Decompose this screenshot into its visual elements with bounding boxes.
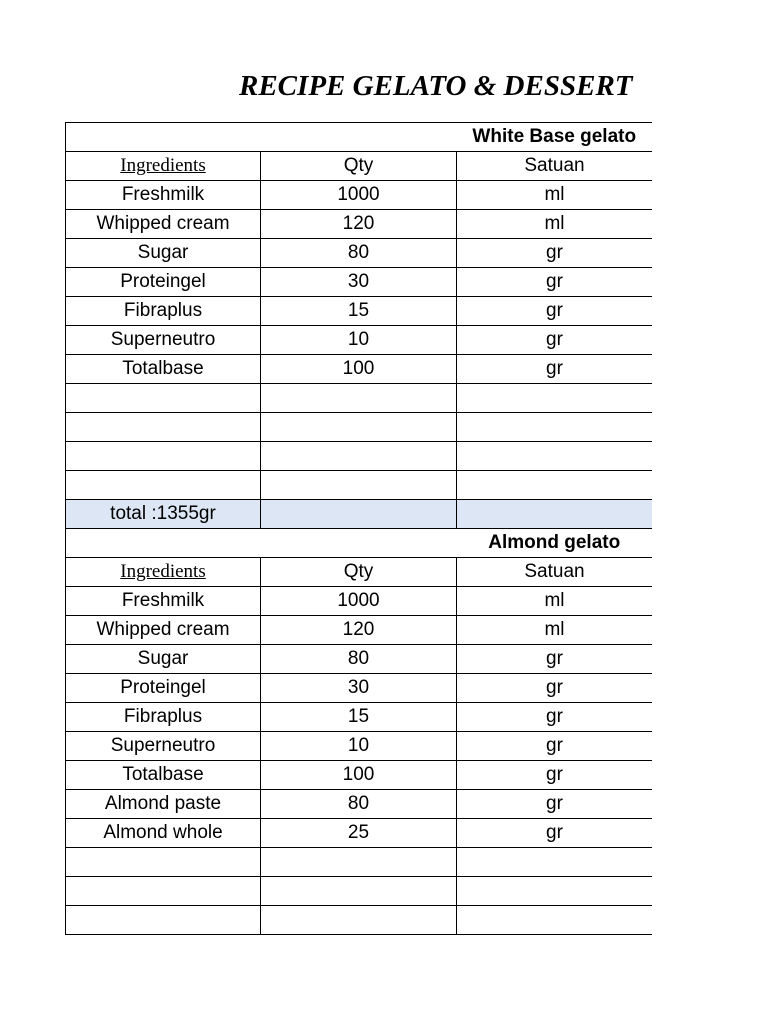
qty-cell[interactable]: 100 — [261, 761, 457, 790]
ingredient-cell[interactable]: Whipped cream — [66, 616, 261, 645]
ingredient-cell[interactable]: Almond paste — [66, 790, 261, 819]
qty-cell[interactable]: 120 — [261, 210, 457, 239]
empty-cell[interactable] — [66, 471, 261, 500]
qty-cell[interactable]: 80 — [261, 790, 457, 819]
empty-cell[interactable] — [261, 413, 457, 442]
qty-cell[interactable]: 120 — [261, 616, 457, 645]
table-row — [66, 616, 653, 645]
unit-cell[interactable]: gr — [457, 703, 653, 732]
unit-cell[interactable]: gr — [457, 761, 653, 790]
section-title-row — [66, 529, 653, 558]
column-header-unit[interactable]: Satuan — [457, 152, 653, 181]
empty-row — [66, 413, 653, 442]
unit-cell[interactable]: gr — [457, 790, 653, 819]
empty-cell[interactable] — [261, 500, 457, 529]
ingredient-cell[interactable]: Totalbase — [66, 761, 261, 790]
empty-row — [66, 471, 653, 500]
ingredient-cell[interactable]: Sugar — [66, 645, 261, 674]
unit-cell[interactable]: gr — [457, 268, 653, 297]
unit-cell[interactable]: gr — [457, 297, 653, 326]
unit-cell[interactable]: gr — [457, 326, 653, 355]
ingredient-cell[interactable]: Freshmilk — [66, 587, 261, 616]
section-title-spacer — [66, 529, 457, 558]
table-row — [66, 790, 653, 819]
qty-cell[interactable]: 80 — [261, 239, 457, 268]
ingredient-cell[interactable]: Superneutro — [66, 732, 261, 761]
section-title-row — [66, 123, 653, 152]
ingredient-cell[interactable]: Fibraplus — [66, 297, 261, 326]
empty-cell[interactable] — [261, 442, 457, 471]
ingredient-cell[interactable]: Sugar — [66, 239, 261, 268]
qty-cell[interactable]: 30 — [261, 268, 457, 297]
empty-cell[interactable] — [457, 906, 653, 935]
table-row — [66, 819, 653, 848]
empty-cell[interactable] — [261, 848, 457, 877]
unit-cell[interactable]: ml — [457, 210, 653, 239]
qty-cell[interactable]: 1000 — [261, 181, 457, 210]
empty-cell[interactable] — [261, 471, 457, 500]
unit-cell[interactable]: gr — [457, 239, 653, 268]
empty-cell[interactable] — [261, 877, 457, 906]
header-row — [66, 152, 653, 181]
section-title-spacer — [66, 123, 457, 152]
empty-cell[interactable] — [261, 384, 457, 413]
empty-cell[interactable] — [457, 471, 653, 500]
empty-cell[interactable] — [66, 877, 261, 906]
section-title: White Base gelato — [457, 123, 653, 152]
unit-cell[interactable]: gr — [457, 674, 653, 703]
column-header-ingredients[interactable]: Ingredients — [66, 558, 261, 587]
table-row — [66, 674, 653, 703]
qty-cell[interactable]: 15 — [261, 297, 457, 326]
qty-cell[interactable]: 80 — [261, 645, 457, 674]
table-row — [66, 355, 653, 384]
unit-cell[interactable]: gr — [457, 819, 653, 848]
empty-cell[interactable] — [66, 384, 261, 413]
table-row — [66, 210, 653, 239]
table-row — [66, 587, 653, 616]
total-row — [66, 500, 653, 529]
empty-cell[interactable] — [457, 877, 653, 906]
table-row — [66, 645, 653, 674]
ingredient-cell[interactable]: Whipped cream — [66, 210, 261, 239]
table-row — [66, 297, 653, 326]
empty-cell[interactable] — [66, 848, 261, 877]
empty-cell[interactable] — [66, 413, 261, 442]
total-cell[interactable]: total :1355gr — [66, 500, 261, 529]
empty-cell[interactable] — [457, 848, 653, 877]
table-row — [66, 239, 653, 268]
table-row — [66, 181, 653, 210]
unit-cell[interactable]: gr — [457, 732, 653, 761]
empty-cell[interactable] — [457, 384, 653, 413]
empty-row — [66, 877, 653, 906]
column-header-qty[interactable]: Qty — [261, 558, 457, 587]
table-row — [66, 761, 653, 790]
header-row — [66, 558, 653, 587]
empty-cell[interactable] — [66, 906, 261, 935]
empty-cell[interactable] — [66, 442, 261, 471]
empty-row — [66, 442, 653, 471]
unit-cell[interactable]: ml — [457, 181, 653, 210]
qty-cell[interactable]: 10 — [261, 732, 457, 761]
empty-cell[interactable] — [457, 500, 653, 529]
table-row — [66, 703, 653, 732]
qty-cell[interactable]: 30 — [261, 674, 457, 703]
qty-cell[interactable]: 25 — [261, 819, 457, 848]
ingredient-cell[interactable]: Almond whole — [66, 819, 261, 848]
empty-row — [66, 384, 653, 413]
recipe-sheet — [65, 122, 652, 935]
unit-cell[interactable]: ml — [457, 587, 653, 616]
section-title: Almond gelato — [457, 529, 653, 558]
table-row — [66, 326, 653, 355]
ingredient-cell[interactable]: Proteingel — [66, 674, 261, 703]
table-row — [66, 732, 653, 761]
ingredient-cell[interactable]: Freshmilk — [66, 181, 261, 210]
ingredient-cell[interactable]: Superneutro — [66, 326, 261, 355]
qty-cell[interactable]: 100 — [261, 355, 457, 384]
qty-cell[interactable]: 15 — [261, 703, 457, 732]
ingredient-cell[interactable]: Proteingel — [66, 268, 261, 297]
empty-cell[interactable] — [457, 413, 653, 442]
qty-cell[interactable]: 1000 — [261, 587, 457, 616]
unit-cell[interactable]: gr — [457, 355, 653, 384]
empty-row — [66, 848, 653, 877]
unit-cell[interactable]: ml — [457, 616, 653, 645]
unit-cell[interactable]: gr — [457, 645, 653, 674]
ingredient-cell[interactable]: Fibraplus — [66, 703, 261, 732]
recipe-table — [65, 122, 652, 935]
empty-cell[interactable] — [457, 442, 653, 471]
qty-cell[interactable]: 10 — [261, 326, 457, 355]
page-title: RECIPE GELATO & DESSERT — [239, 70, 633, 102]
column-header-unit[interactable]: Satuan — [457, 558, 653, 587]
empty-row — [66, 906, 653, 935]
empty-cell[interactable] — [261, 906, 457, 935]
table-row — [66, 268, 653, 297]
column-header-qty[interactable]: Qty — [261, 152, 457, 181]
ingredient-cell[interactable]: Totalbase — [66, 355, 261, 384]
column-header-ingredients[interactable]: Ingredients — [66, 152, 261, 181]
